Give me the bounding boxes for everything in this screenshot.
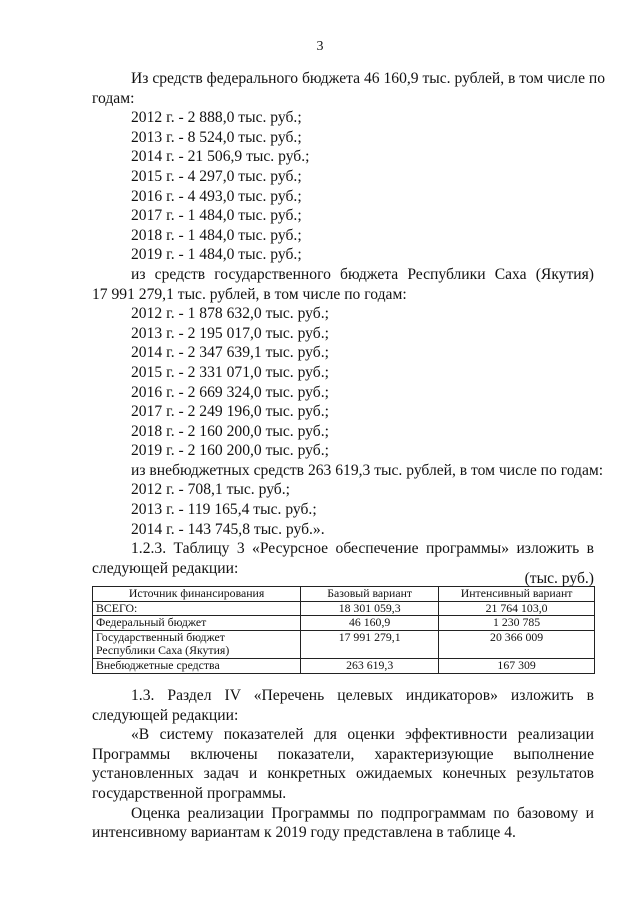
section-123-line2: следующей редакции: — [92, 559, 239, 577]
section-13-line2: следующей редакции: — [92, 706, 239, 724]
row-base: 18 301 059,3 — [301, 601, 439, 616]
state-year-2014: 2014 г. - 2 347 639,1 тыс. руб.; — [131, 344, 329, 362]
state-year-2018: 2018 г. - 2 160 200,0 тыс. руб.; — [131, 422, 329, 440]
page-number: 3 — [316, 39, 324, 54]
state-intro-line1: из средств государственного бюджета Республики Саха (Якутия) — [131, 265, 594, 283]
table-row — [93, 630, 595, 658]
extra-intro: из внебюджетных средств 263 619,3 тыс. рублей, в том числе по годам: — [131, 461, 604, 479]
state-year-2013: 2013 г. - 2 195 017,0 тыс. руб.; — [131, 324, 329, 342]
section-13-block — [92, 686, 594, 843]
extra-year-2014: 2014 г. - 143 745,8 тыс. руб.». — [131, 520, 325, 538]
row-intensive: 21 764 103,0 — [439, 601, 595, 616]
federal-year-2017: 2017 г. - 1 484,0 тыс. руб.; — [131, 207, 302, 225]
federal-year-2019: 2019 г. - 1 484,0 тыс. руб.; — [131, 246, 302, 264]
state-year-2019: 2019 г. - 2 160 200,0 тыс. руб.; — [131, 442, 329, 460]
row-source: Федеральный бюджет — [93, 616, 301, 631]
row-base: 17 991 279,1 — [301, 630, 439, 658]
federal-year-2015: 2015 г. - 4 297,0 тыс. руб.; — [131, 167, 302, 185]
row-base: 46 160,9 — [301, 616, 439, 631]
federal-year-2014: 2014 г. - 21 506,9 тыс. руб.; — [131, 148, 310, 166]
para1-line4: государственной программы. — [92, 784, 287, 802]
header-base: Базовый вариант — [301, 587, 439, 602]
resource-table — [92, 586, 595, 674]
table-row — [93, 658, 595, 673]
para1-line3: установленных задач и конкретных ожидаемых конечных результатов — [92, 765, 594, 783]
federal-intro-line2: годам: — [92, 89, 135, 107]
table-header-row — [93, 587, 595, 602]
federal-year-2012: 2012 г. - 2 888,0 тыс. руб.; — [131, 109, 302, 127]
para1-line2: Программы включены показатели, характеризующие выполнение — [92, 745, 594, 763]
state-intro-line2: 17 991 279,1 тыс. рублей, в том числе по годам: — [92, 285, 407, 303]
para2-line1: Оценка реализации Программы по подпрограммам по базовому и — [131, 804, 594, 822]
table-unit-label: (тыс. руб.) — [524, 570, 594, 587]
federal-intro-line1: Из средств федерального бюджета 46 160,9 тыс. рублей, в том числе по — [131, 70, 606, 87]
row-source-line1: Государственный бюджет — [96, 629, 225, 644]
federal-year-2016: 2016 г. - 4 493,0 тыс. руб.; — [131, 187, 302, 205]
extra-year-2013: 2013 г. - 119 165,4 тыс. руб.; — [131, 501, 317, 519]
state-year-2017: 2017 г. - 2 249 196,0 тыс. руб.; — [131, 403, 329, 421]
section-13-line1: 1.3. Раздел IV «Перечень целевых индикаторов» изложить в — [131, 687, 594, 704]
federal-budget-block — [92, 69, 606, 578]
header-intensive: Интенсивный вариант — [439, 587, 595, 602]
para2-line2: интенсивному вариантам к 2019 году представлена в таблице 4. — [92, 824, 516, 842]
table-row — [93, 601, 595, 616]
state-year-2015: 2015 г. - 2 331 071,0 тыс. руб.; — [131, 363, 329, 381]
para1-line1: «В систему показателей для оценки эффективности реализации — [131, 726, 594, 744]
row-source: Внебюджетные средства — [93, 658, 301, 673]
federal-year-2013: 2013 г. - 8 524,0 тыс. руб.; — [131, 128, 302, 146]
row-source — [93, 630, 301, 658]
row-source-line2: Республики Саха (Якутия) — [96, 643, 230, 658]
header-source: Источник финансирования — [93, 587, 301, 602]
row-base: 263 619,3 — [301, 658, 439, 673]
federal-year-2018: 2018 г. - 1 484,0 тыс. руб.; — [131, 226, 302, 244]
row-intensive: 167 309 — [439, 658, 595, 673]
state-year-2012: 2012 г. - 1 878 632,0 тыс. руб.; — [131, 305, 329, 323]
row-intensive: 1 230 785 — [439, 616, 595, 631]
extra-year-2012: 2012 г. - 708,1 тыс. руб.; — [131, 481, 290, 499]
state-year-2016: 2016 г. - 2 669 324,0 тыс. руб.; — [131, 383, 329, 401]
section-123-line1: 1.2.3. Таблицу 3 «Ресурсное обеспечение программы» изложить в — [131, 540, 594, 558]
table-row — [93, 616, 595, 631]
row-source: ВСЕГО: — [93, 601, 301, 616]
row-intensive: 20 366 009 — [439, 630, 595, 658]
